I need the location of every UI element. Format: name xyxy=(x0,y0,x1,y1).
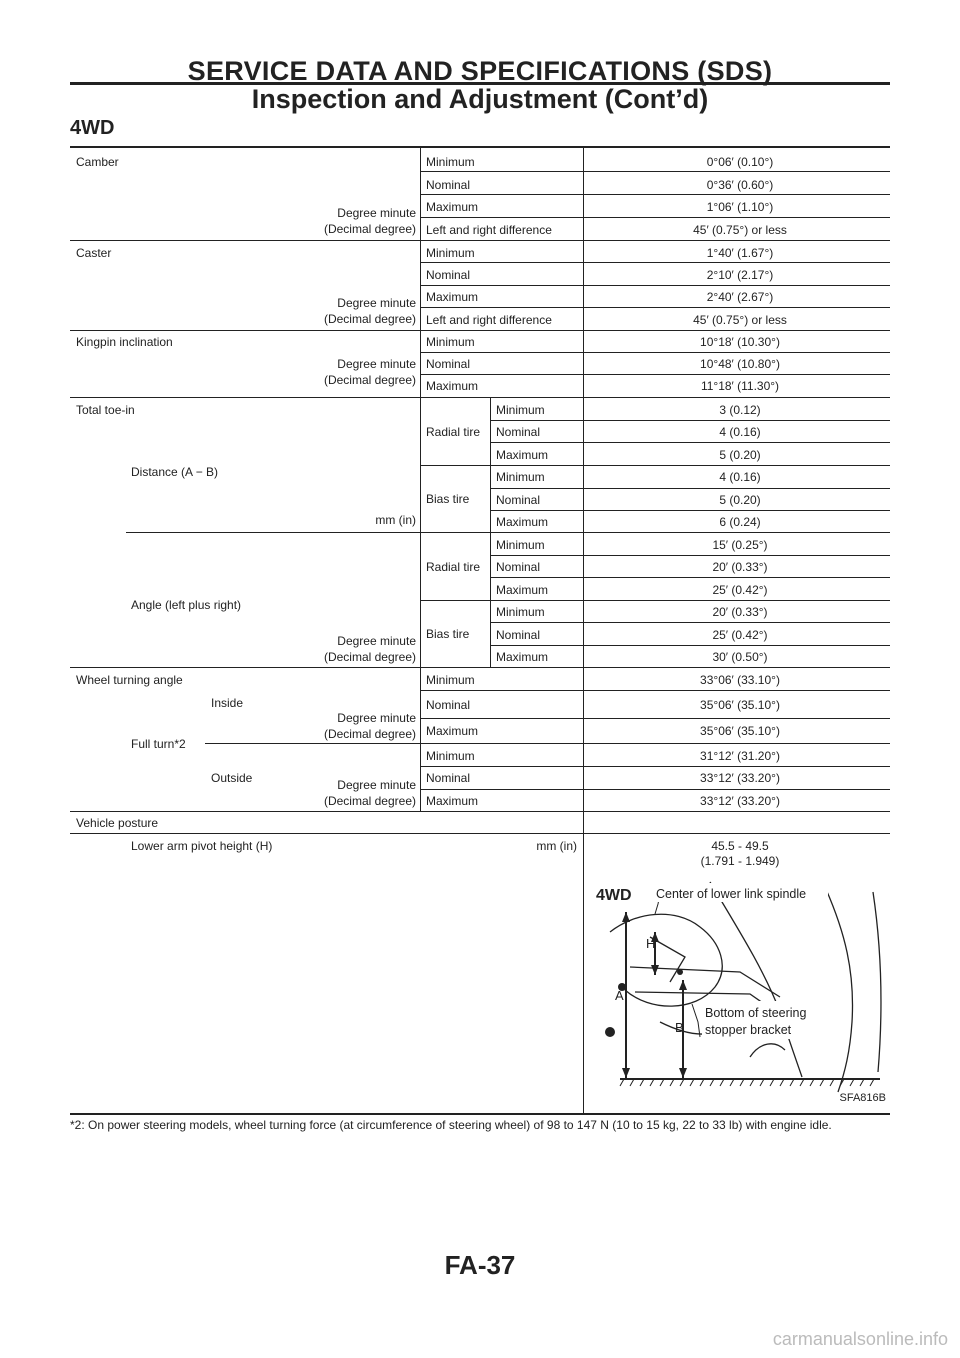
toe-dist-bias-label: Bias tire xyxy=(426,492,470,506)
toe-ar-min-label: Minimum xyxy=(496,538,545,552)
toe-ab-max-label: Maximum xyxy=(496,650,549,664)
camber-nom-label: Nominal xyxy=(426,178,471,192)
kingpin-min-label: Minimum xyxy=(426,335,475,349)
kingpin-max-value: 11°18′ (11.30°) xyxy=(700,379,780,393)
toe-ar-nom-value: 20′ (0.33°) xyxy=(712,560,768,574)
wheel-out-max-label: Maximum xyxy=(426,794,479,808)
figure-a-label: A xyxy=(615,988,624,1003)
toe-ar-min-value: 15′ (0.25°) xyxy=(712,538,768,552)
kingpin-label: Kingpin inclination xyxy=(76,335,173,349)
camber-max-value: 1°06′ (1.10°) xyxy=(706,200,774,214)
wheel-out-nom-label: Nominal xyxy=(426,771,471,785)
figure-bottom-callout-1: Bottom of steering xyxy=(705,1006,807,1020)
wheel-out-min-label: Minimum xyxy=(426,749,475,763)
toe-ar-max-value: 25′ (0.42°) xyxy=(712,583,768,597)
wheel-inside-unit-1: Degree minute xyxy=(337,711,416,725)
toe-ar-max-label: Maximum xyxy=(496,583,549,597)
toe-db-min-value: 4 (0.16) xyxy=(719,470,761,484)
caster-min-value: 1°40′ (1.67°) xyxy=(706,246,774,260)
pivot-height-value: 45.5 - 49.5 xyxy=(711,839,769,853)
toe-db-max-label: Maximum xyxy=(496,515,549,529)
lower-arm-figure xyxy=(590,872,890,1107)
kingpin-nom-label: Nominal xyxy=(426,357,471,371)
kingpin-max-label: Maximum xyxy=(426,379,479,393)
posture-label: Vehicle posture xyxy=(76,816,159,830)
kingpin-unit-2: (Decimal degree) xyxy=(323,373,416,387)
caster-max-label: Maximum xyxy=(426,290,479,304)
page-number: FA-37 xyxy=(444,1250,516,1280)
caster-unit-2: (Decimal degree) xyxy=(323,312,416,326)
toe-ab-nom-value: 25′ (0.42°) xyxy=(712,628,768,642)
camber-nom-value: 0°36′ (0.60°) xyxy=(706,178,774,192)
toe-ang-radial-label: Radial tire xyxy=(426,560,481,574)
kingpin-nom-value: 10°48′ (10.80°) xyxy=(700,357,780,371)
wheel-in-max-label: Maximum xyxy=(426,724,479,738)
toe-db-nom-label: Nominal xyxy=(496,493,541,507)
pivot-height-label: Lower arm pivot height (H) xyxy=(131,839,273,853)
toe-ab-min-value: 20′ (0.33°) xyxy=(712,605,768,619)
toe-angle-unit-1: Degree minute xyxy=(337,634,416,648)
footnote: *2: On power steering models, wheel turning force (at circumference of steering wheel) of 98 to 147 N (10 to 15 kg, 22 to 33 lb) with engine idle. xyxy=(70,1118,832,1132)
toe-ab-min-label: Minimum xyxy=(496,605,545,619)
toe-label: Total toe-in xyxy=(76,403,135,417)
pivot-height-value-in: (1.791 - 1.949) xyxy=(700,854,780,868)
wheel-inside-unit-2: (Decimal degree) xyxy=(323,727,416,741)
suspension-diagram xyxy=(590,872,890,1107)
toe-angle-label: Angle (left plus right) xyxy=(131,598,242,612)
toe-ab-nom-label: Nominal xyxy=(496,628,541,642)
toe-dr-max-label: Maximum xyxy=(496,448,549,462)
wheel-inside-label: Inside xyxy=(211,696,244,710)
toe-ar-nom-label: Nominal xyxy=(496,560,541,574)
toe-dr-min-label: Minimum xyxy=(496,403,545,417)
wheel-out-nom-value: 33°12′ (33.20°) xyxy=(700,771,780,785)
wheel-in-min-label: Minimum xyxy=(426,673,475,687)
caster-nom-value: 2°10′ (2.17°) xyxy=(706,268,774,282)
wheel-in-min-value: 33°06′ (33.10°) xyxy=(700,673,780,687)
wheel-label: Wheel turning angle xyxy=(76,673,183,687)
wheel-out-min-value: 31°12′ (31.20°) xyxy=(700,749,780,763)
toe-dist-radial-label: Radial tire xyxy=(426,425,481,439)
wheel-outside-label: Outside xyxy=(211,771,253,785)
header-subtitle: Inspection and Adjustment (Cont’d) xyxy=(251,84,709,114)
toe-dr-min-value: 3 (0.12) xyxy=(719,403,761,417)
toe-dr-max-value: 5 (0.20) xyxy=(719,448,761,462)
kingpin-unit-1: Degree minute xyxy=(337,357,416,371)
figure-center-callout: Center of lower link spindle xyxy=(656,887,807,901)
toe-db-nom-value: 5 (0.20) xyxy=(719,493,761,507)
toe-ab-max-value: 30′ (0.50°) xyxy=(712,650,768,664)
caster-lr-value: 45′ (0.75°) or less xyxy=(693,313,787,327)
toe-db-min-label: Minimum xyxy=(496,470,545,484)
camber-unit-1: Degree minute xyxy=(337,206,416,220)
pivot-height-unit: mm (in) xyxy=(536,839,577,853)
watermark[interactable]: carmanualsonline.info xyxy=(772,1329,948,1349)
camber-min-label: Minimum xyxy=(426,155,475,169)
wheel-in-nom-value: 35°06′ (35.10°) xyxy=(700,698,780,712)
camber-min-value: 0°06′ (0.10°) xyxy=(706,155,774,169)
figure-b-label: B xyxy=(675,1020,684,1035)
wheel-full-turn: Full turn*2 xyxy=(131,737,186,751)
toe-db-max-value: 6 (0.24) xyxy=(719,515,761,529)
toe-dr-nom-label: Nominal xyxy=(496,425,541,439)
section-title: 4WD xyxy=(70,117,115,139)
camber-unit-2: (Decimal degree) xyxy=(323,222,416,236)
header-title: SERVICE DATA AND SPECIFICATIONS (SDS) xyxy=(187,56,773,86)
caster-label: Caster xyxy=(76,246,112,260)
caster-max-value: 2°40′ (2.67°) xyxy=(706,290,774,304)
figure-bottom-callout-2: stopper bracket xyxy=(705,1023,792,1037)
caster-unit-1: Degree minute xyxy=(337,296,416,310)
wheel-outside-unit-1: Degree minute xyxy=(337,778,416,792)
figure-4wd-label: 4WD xyxy=(596,887,632,904)
wheel-in-nom-label: Nominal xyxy=(426,698,471,712)
kingpin-min-value: 10°18′ (10.30°) xyxy=(700,335,780,349)
camber-max-label: Maximum xyxy=(426,200,479,214)
figure-h-label: H xyxy=(646,936,656,951)
caster-lr-label: Left and right difference xyxy=(426,313,552,327)
toe-ang-bias-label: Bias tire xyxy=(426,627,470,641)
camber-label: Camber xyxy=(76,155,119,169)
wheel-out-max-value: 33°12′ (33.20°) xyxy=(700,794,780,808)
wheel-outside-unit-2: (Decimal degree) xyxy=(323,794,416,808)
camber-lr-label: Left and right difference xyxy=(426,223,552,237)
camber-lr-value: 45′ (0.75°) or less xyxy=(693,223,787,237)
caster-min-label: Minimum xyxy=(426,246,475,260)
toe-angle-unit-2: (Decimal degree) xyxy=(323,650,416,664)
toe-dr-nom-value: 4 (0.16) xyxy=(719,425,761,439)
toe-distance-label: Distance (A − B) xyxy=(131,465,219,479)
toe-distance-unit: mm (in) xyxy=(375,513,416,527)
figure-code: SFA816B xyxy=(839,1092,886,1104)
caster-nom-label: Nominal xyxy=(426,268,471,282)
wheel-in-max-value: 35°06′ (35.10°) xyxy=(700,724,780,738)
